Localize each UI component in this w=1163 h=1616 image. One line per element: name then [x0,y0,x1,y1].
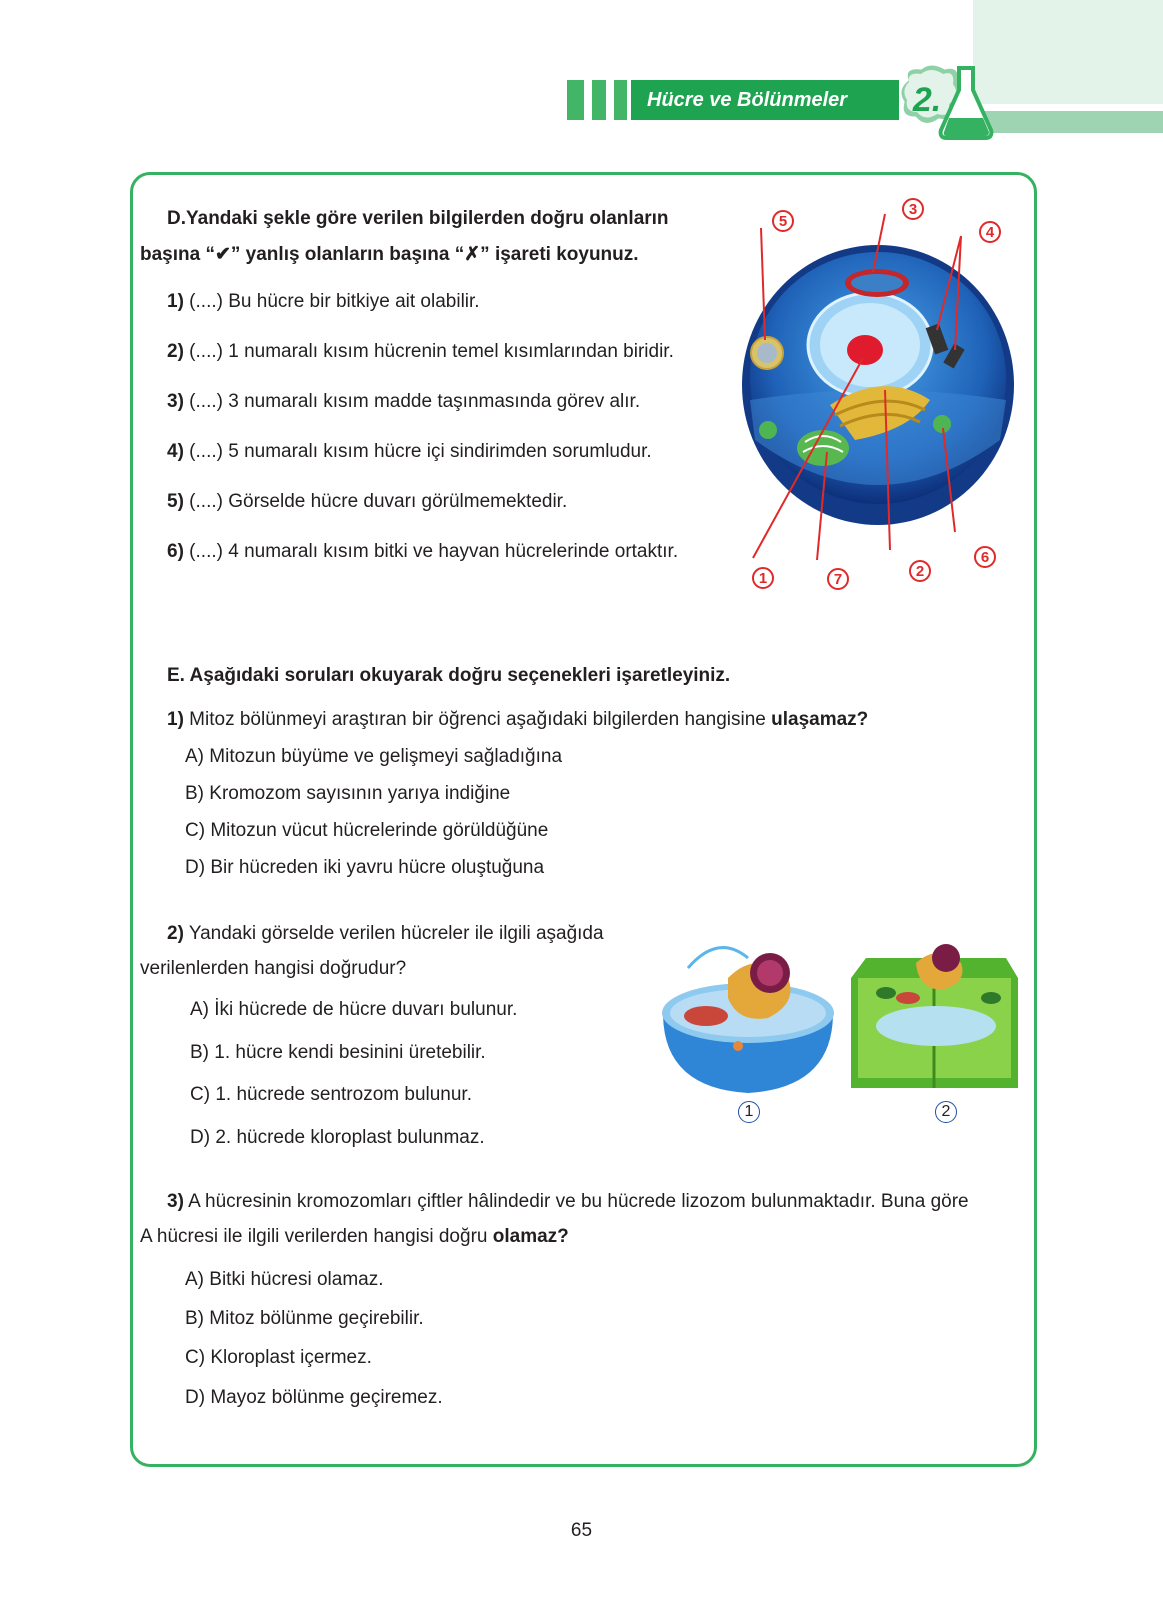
corner-tab [973,0,1163,104]
list-item: 3) (....) 3 numaralı kısım madde taşınmasında görev alır. [167,391,641,412]
page-number: 65 [570,1520,593,1541]
answer-option: B) Kromozom sayısının yarıya indiğine [185,783,511,804]
callout-4: 4 [979,221,1001,243]
callout-5: 5 [772,210,794,232]
answer-option: D) 2. hücrede kloroplast bulunmaz. [190,1127,485,1148]
image-label-2: 2 [935,1101,957,1123]
question-2-stem: verilenlerden hangisi doğrudur? [140,958,407,979]
callout-2: 2 [909,560,931,582]
list-item: 5) (....) Görselde hücre duvarı görülmemektedir. [167,491,568,512]
answer-option: A) Mitozun büyüme ve gelişmeyi sağladığına [185,746,563,767]
list-item: 6) (....) 4 numaralı kısım bitki ve hayvan hücrelerinde ortaktır. [167,541,679,562]
question-1-stem: 1) Mitoz bölünmeyi araştıran bir öğrenci aşağıdaki bilgilerden hangisine ulaşamaz? [167,709,869,730]
answer-option: B) Mitoz bölünme geçirebilir. [185,1308,424,1329]
list-item: 2) (....) 1 numaralı kısım hücrenin temel kısımlarından biridir. [167,341,674,362]
answer-option: C) Mitozun vücut hücrelerinde görüldüğüne [185,820,549,841]
answer-option: B) 1. hücre kendi besinini üretebilir. [190,1042,486,1063]
corner-bar [973,111,1163,133]
animal-cell-diagram [735,190,1035,600]
header-stripe [614,80,627,120]
section-title: Hücre ve Bölünmeler [647,89,848,111]
plant-cell-image [846,938,1021,1098]
section-d-instruction: D.Yandaki şekle göre verilen bilgilerden doğru olanların [167,208,669,229]
chapter-badge [899,62,995,142]
answer-option: D) Bir hücreden iki yavru hücre oluştuğuna [185,857,545,878]
animal-cell-illustration [735,190,1035,600]
section-title-banner [631,80,899,120]
answer-option: A) Bitki hücresi olamaz. [185,1269,384,1290]
callout-6: 6 [974,546,996,568]
section-d-instruction: başına “✔” yanlış olanların başına “✗” işareti koyunuz. [140,244,639,265]
section-e-instruction: E. Aşağıdaki soruları okuyarak doğru seçenekleri işaretleyiniz. [167,665,731,686]
animal-cell-image [658,938,838,1098]
question-2-stem: 2) Yandaki görselde verilen hücreler ile ilgili aşağıda [167,923,604,944]
callout-3: 3 [902,198,924,220]
question-3-stem: A hücresi ile ilgili verilerden hangisi doğru olamaz? [140,1226,569,1247]
answer-option: A) İki hücrede de hücre duvarı bulunur. [190,999,518,1020]
chapter-number: 2. [912,81,942,119]
header-stripe [567,80,584,120]
header-stripe [592,80,606,120]
answer-option: D) Mayoz bölünme geçiremez. [185,1387,443,1408]
answer-option: C) 1. hücrede sentrozom bulunur. [190,1084,472,1105]
callout-1: 1 [752,567,774,589]
callout-7: 7 [827,568,849,590]
answer-option: C) Kloroplast içermez. [185,1347,372,1368]
list-item: 1) (....) Bu hücre bir bitkiye ait olabilir. [167,291,480,312]
question-3-stem: 3) A hücresinin kromozomları çiftler hâlindedir ve bu hücrede lizozom bulunmaktadır. Buna göre [167,1191,969,1212]
list-item: 4) (....) 5 numaralı kısım hücre içi sindirimden sorumludur. [167,441,652,462]
image-label-1: 1 [738,1101,760,1123]
